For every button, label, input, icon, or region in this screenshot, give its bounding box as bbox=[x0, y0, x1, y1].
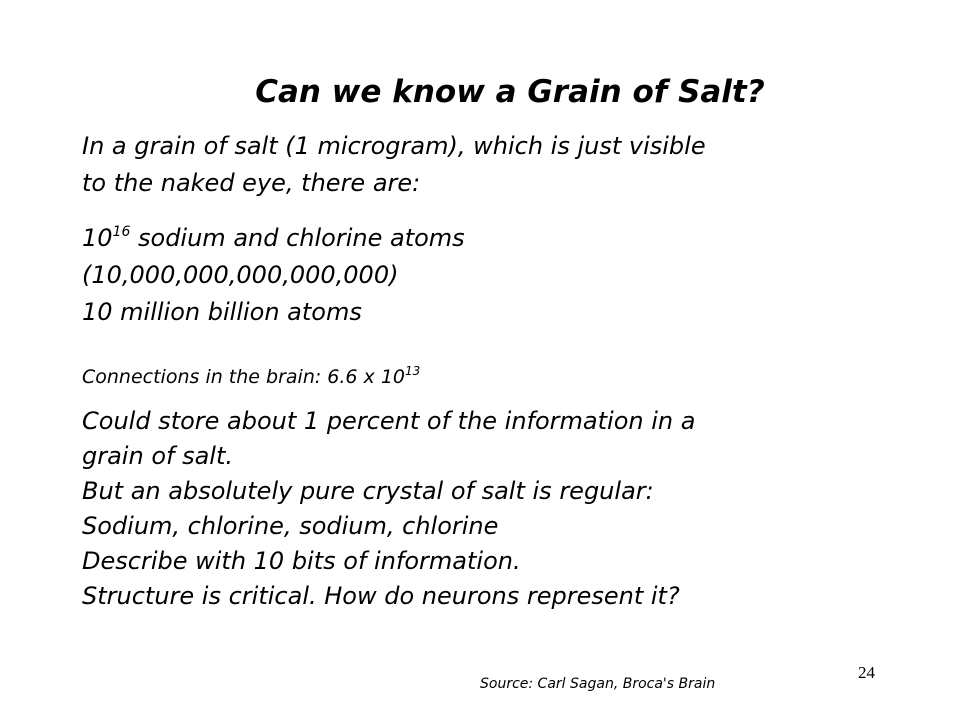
details-line-2: grain of salt. bbox=[82, 442, 233, 470]
details-block bbox=[82, 404, 695, 614]
connections-line bbox=[82, 362, 420, 392]
details-line-5: Describe with 10 bits of information. bbox=[82, 547, 521, 575]
connections-exponent: 13 bbox=[405, 364, 421, 378]
intro-line-1: In a grain of salt (1 microgram), which is just visible bbox=[82, 132, 706, 160]
page-number: 24 bbox=[858, 663, 875, 682]
atoms-line-2: (10,000,000,000,000,000) bbox=[82, 261, 399, 289]
details-line-1: Could store about 1 percent of the information in a bbox=[82, 407, 696, 435]
atoms-block bbox=[82, 220, 465, 331]
atoms-line-1-rest: sodium and chlorine atoms bbox=[130, 224, 465, 252]
atoms-line-3: 10 million billion atoms bbox=[82, 298, 362, 326]
details-line-3: But an absolutely pure crystal of salt is regular: bbox=[82, 477, 654, 505]
atoms-line-1 bbox=[82, 220, 465, 257]
source-citation: Source: Carl Sagan, Broca's Brain bbox=[480, 676, 716, 692]
intro-line-2: to the naked eye, there are: bbox=[82, 169, 421, 197]
slide-title: Can we know a Grain of Salt? bbox=[255, 74, 765, 110]
atoms-base: 10 bbox=[82, 224, 113, 252]
atoms-exponent: 16 bbox=[112, 224, 131, 240]
connections-prefix: Connections in the brain: 6.6 x 10 bbox=[82, 366, 406, 388]
details-line-6: Structure is critical. How do neurons represent it? bbox=[82, 582, 680, 610]
details-line-4: Sodium, chlorine, sodium, chlorine bbox=[82, 512, 499, 540]
intro-text bbox=[82, 128, 706, 202]
